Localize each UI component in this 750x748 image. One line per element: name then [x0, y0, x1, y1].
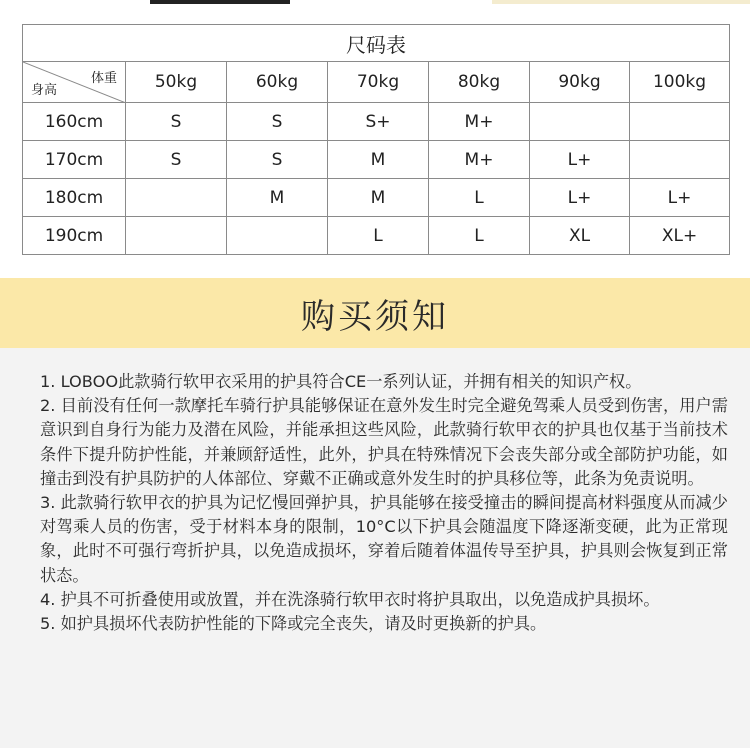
size-chart-title: 尺码表 — [23, 25, 730, 62]
size-cell: L — [429, 217, 530, 255]
size-cell: L — [328, 217, 429, 255]
notice-item: 4. 护具不可折叠使用或放置，并在洗涤骑行软甲衣时将护具取出，以免造成护具损坏。 — [40, 589, 660, 609]
size-cell: M — [328, 179, 429, 217]
size-cell — [630, 141, 730, 179]
size-cell: XL — [530, 217, 630, 255]
corner-height-label: 身高 — [31, 83, 58, 98]
notice-list — [0, 348, 750, 748]
size-cell: XL+ — [630, 217, 730, 255]
size-cell — [126, 217, 227, 255]
size-cell: M — [328, 141, 429, 179]
size-cell: M+ — [429, 141, 530, 179]
weight-header-cell: 90kg — [530, 62, 630, 103]
height-cell: 170cm — [23, 141, 126, 179]
notice-item: 3. 此款骑行软甲衣的护具为记忆慢回弹护具，护具能够在接受撞击的瞬间提高材料强度从而减少对驾乘人员的伤害，受于材料本身的限制，10°C以下护具会随温度下降逐渐变硬，此为正常现象，此时不可强行弯折护具，以免造成损坏，穿着后随着体温传导至护具，护具则会恢复到正常状态。 — [40, 493, 728, 585]
size-cell: M+ — [429, 103, 530, 141]
size-chart-table — [22, 24, 730, 255]
corner-weight-label: 体重 — [90, 71, 117, 86]
table-row — [23, 141, 730, 179]
size-cell: S — [227, 103, 328, 141]
weight-header-row — [23, 62, 730, 103]
top-edge-decoration — [0, 0, 750, 4]
height-cell: 160cm — [23, 103, 126, 141]
table-row — [23, 103, 730, 141]
size-cell — [530, 103, 630, 141]
size-cell: S — [126, 103, 227, 141]
weight-header-cell: 50kg — [126, 62, 227, 103]
size-cell: L+ — [630, 179, 730, 217]
size-cell — [630, 103, 730, 141]
top-dark-bar — [150, 0, 290, 4]
size-cell: L+ — [530, 179, 630, 217]
size-cell — [227, 217, 328, 255]
notice-item: 5. 如护具损坏代表防护性能的下降或完全丧失，请及时更换新的护具。 — [40, 614, 547, 634]
size-cell: S — [227, 141, 328, 179]
size-cell: L+ — [530, 141, 630, 179]
notice-header-band — [0, 278, 750, 348]
notice-item: 1. LOBOO此款骑行软甲衣采用的护具符合CE一系列认证，并拥有相关的知识产权。 — [40, 372, 642, 391]
size-cell: L — [429, 179, 530, 217]
height-cell: 180cm — [23, 179, 126, 217]
height-cell: 190cm — [23, 217, 126, 255]
weight-header-cell: 60kg — [227, 62, 328, 103]
notice-item: 2. 目前没有任何一款摩托车骑行护具能够保证在意外发生时完全避免驾乘人员受到伤害，用户需意识到自身行为能力及潜在风险，并能承担这些风险，此款骑行软甲衣的护具也仅基于当前技术条件下提升防护性能，并兼顾舒适性，此外，护具在特殊情况下会丧失部分或全部防护功能，如撞击到没有护具防护的人体部位、穿戴不正确或意外发生时的护具移位等，此条为免责说明。 — [40, 396, 728, 488]
size-cell: S+ — [328, 103, 429, 141]
weight-header-cell: 70kg — [328, 62, 429, 103]
table-row — [23, 217, 730, 255]
corner-header-cell — [23, 62, 126, 103]
table-row — [23, 179, 730, 217]
top-light-bar — [492, 0, 750, 4]
size-cell — [126, 179, 227, 217]
size-cell: S — [126, 141, 227, 179]
weight-header-cell: 80kg — [429, 62, 530, 103]
notice-title: 购买须知 — [301, 296, 449, 337]
size-cell: M — [227, 179, 328, 217]
weight-header-cell: 100kg — [630, 62, 730, 103]
